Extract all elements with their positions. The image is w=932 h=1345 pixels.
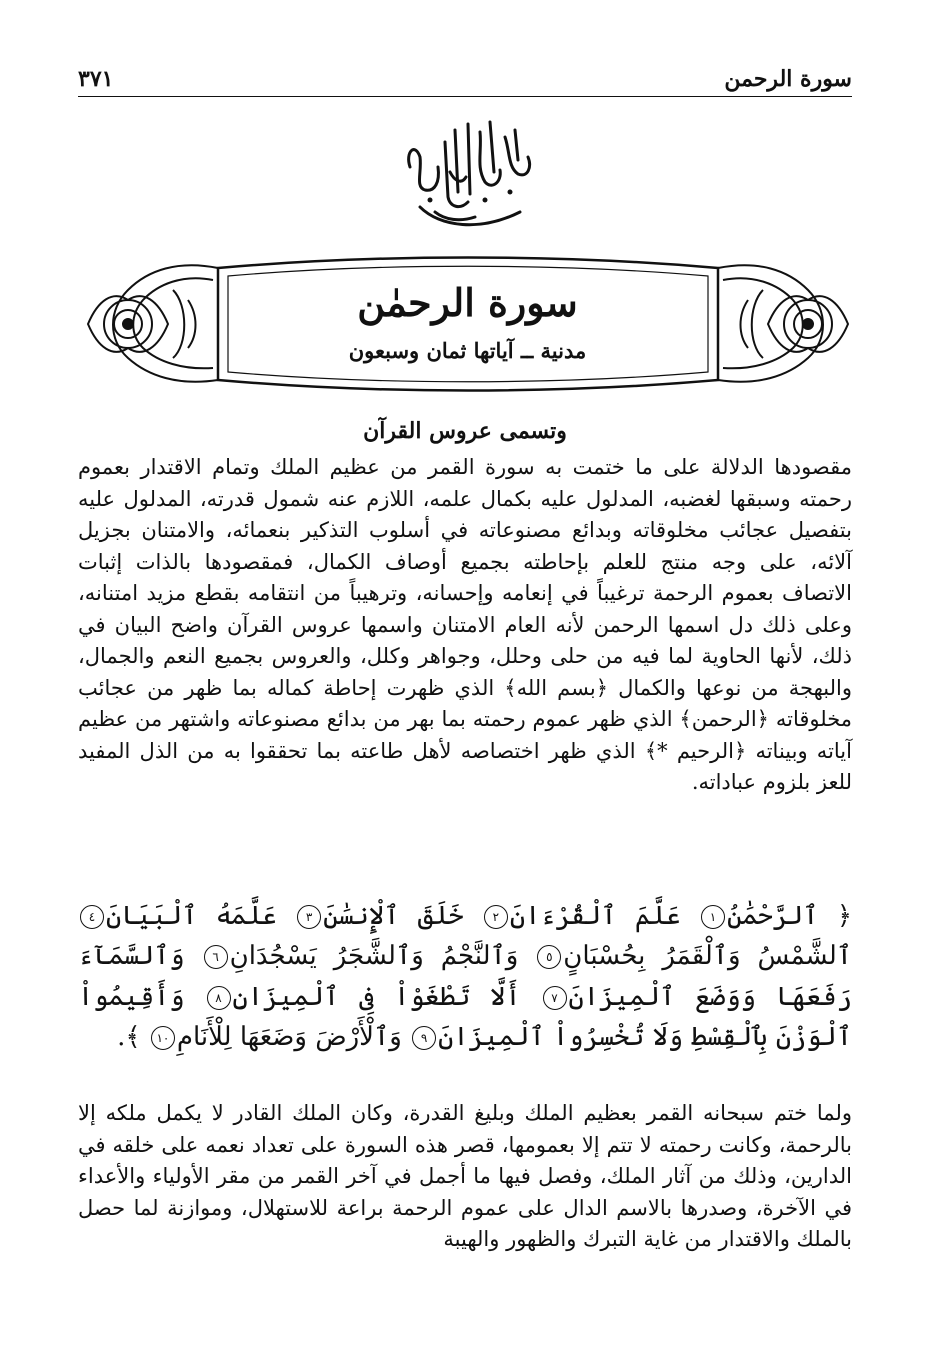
verse-number-marker: ٨	[207, 986, 231, 1010]
quran-verses-block	[78, 896, 852, 1057]
second-paragraph: ولما ختم سبحانه القمر بعظيم الملك وبليغ القدرة، وكان الملك القادر لا يكمل ملكه إلا بالرحمة، وكانت رحمته لا تتم إلا بعمومها، قصر هذه السورة على تعداد نعمه على خلقه في الدارين، وذلك من آثار الملك، وفصل فيها ما أجمل في آخر القمر من مقر الأولياء والأعداء في الآخرة، وصدرها بالاسم الدال على عموم الرحمة براعة للاستهلال، وموازنة لما حصل بالملك والاقتدار من غاية التبرك والظهور والهيبة	[78, 1101, 852, 1251]
verse-text: وَٱلسَّمَآءَ رَفَعَهَا وَوَضَعَ ٱلْمِيزَانَ	[78, 941, 853, 1012]
verse-number-marker: ٥	[537, 945, 561, 969]
section-subheading: وتسمى عروس القرآن	[363, 418, 567, 444]
verse-number-marker: ٢	[484, 905, 508, 929]
surah-title: سورة الرحمٰن	[357, 280, 578, 325]
banner-ornament-left	[88, 265, 218, 382]
intro-paragraph: مقصودها الدلالة على ما ختمت به سورة القمر من عظيم الملك وتمام الاقتدار بعموم رحمته وسبقها لغضبه، المدلول عليه بكمال علمه، اللازم عنه شمول قدرته، المدلول عليه بتفصيل عجائب مخلوقاته وبدائع مصنوعاته في أسلوب التذكير بنعمائه، والامتنان بجزيل آلائه، على وجه منتج للعلم بإحاطته بجميع أوصاف الكمال، فمقصودها بالذات إثبات الاتصاف بعموم الرحمة ترغيباً في إنعامه وإحسانه، وترهيباً من انتقامه بقطع مزيد امتنانه، وعلى ذلك دل اسمها الرحمن لأنه العام الامتنان واسمها عروس القرآن واضح البيان في ذلك، لأنها الحاوية لما فيه من حلى وحلل، وجواهر وكلل، والعروس بجميع النعم والجمال، والبهجة من نوعها والكمال ﴿بسم الله﴾ الذي ظهرت إحاطة كماله بما ظهر من عجائب مخلوقاته ﴿الرحمن﴾ الذي ظهر عموم رحمته بما بهر من بدائع مصنوعاته واشتهر من عظيم آياته وبيناته ﴿الرحيم *﴾ الذي ظهر اختصاصه لأهل طاعته بما تحققوا به من الذل المفيد للعز بلزوم عباداته.	[78, 455, 852, 794]
verse-number-marker: ١٠	[151, 1026, 175, 1050]
basmala-calligraphy	[390, 112, 550, 242]
verse-text: وَأَقِيمُواْ ٱلْوَزْنَ بِٱلْقِسْطِ وَلَا تُخْسِرُواْ ٱلْمِيزَانَ	[78, 981, 852, 1052]
verse-text: أَلَّا تَطْغَوْاْ فِى ٱلْمِيزَانِ	[232, 981, 521, 1012]
page-number: ٣٧١	[78, 66, 114, 92]
verse-number-marker: ٣	[297, 905, 321, 929]
verse-text: خَلَقَ ٱلْإِنسَٰنَ	[323, 901, 464, 931]
verse-number-marker: ٦	[204, 945, 228, 969]
verse-text: عَلَّمَ ٱلْقُرْءَانَ	[509, 901, 681, 931]
verse-number-marker: ٩	[412, 1026, 436, 1050]
verse-text: عَلَّمَهُ ٱلْبَيَانَ	[106, 901, 277, 931]
banner-ornament-right	[718, 265, 848, 382]
verse-number-marker: ٤	[80, 905, 104, 929]
verse-text: ٱلرَّحْمَٰنُ	[727, 901, 819, 931]
surah-subtitle: مدنية ــ آياتها ثمان وسبعون	[348, 338, 587, 363]
ornate-bracket-close: ﴾.	[117, 1021, 141, 1052]
verse-number-marker: ٧	[543, 986, 567, 1010]
running-header-title: سورة الرحمن	[724, 66, 852, 92]
verse-text: وَٱلنَّجْمُ وَٱلشَّجَرُ يَسْجُدَانِ	[229, 941, 519, 972]
verse-number-marker: ١	[701, 905, 725, 929]
running-header	[78, 62, 852, 97]
verse-text: وَٱلْأَرْضَ وَضَعَهَا لِلْأَنَامِ	[176, 1021, 402, 1052]
verse-text: ٱلشَّمْسُ وَٱلْقَمَرُ بِحُسْبَانٍ	[563, 941, 853, 972]
ornate-bracket-open: ﴿	[836, 901, 853, 931]
